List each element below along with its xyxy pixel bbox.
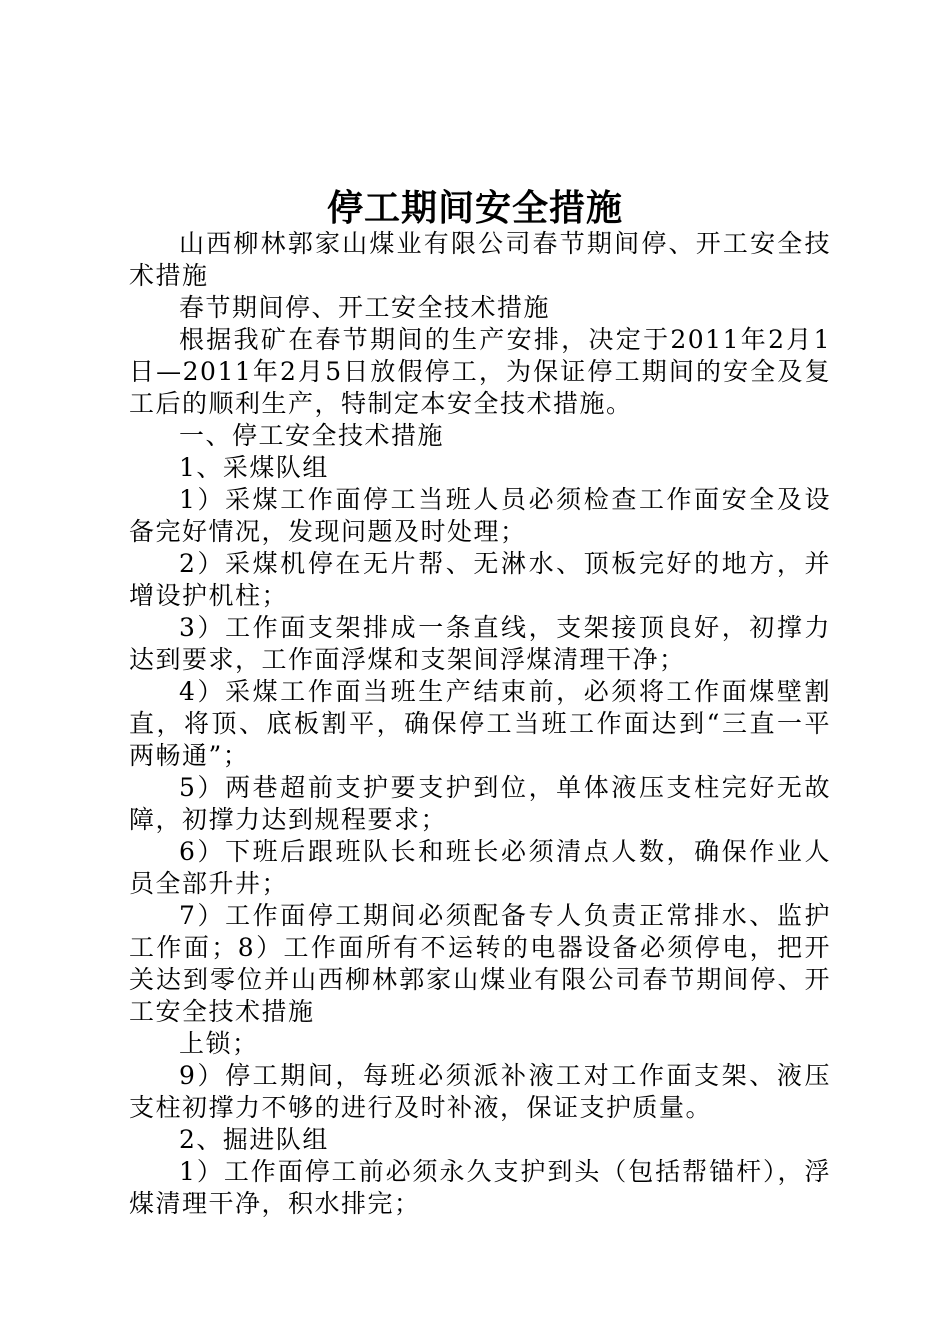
list-item: 7）工作面停工期间必须配备专人负责正常排水、监护工作面；8）工作面所有不运转的电器设备必须停电，把开关达到零位并山西柳林郭家山煤业有限公司春节期间停、开工安全技术措施 <box>129 901 831 1026</box>
list-item: 2）采煤机停在无片帮、无淋水、顶板完好的地方，并增设护机柱； <box>129 549 831 610</box>
list-item: 9）停工期间，每班必须派补液工对工作面支架、液压支柱初撑力不够的进行及时补液，保证支护质量。 <box>129 1061 831 1122</box>
subsection-heading-mining-team: 1、采煤队组 <box>179 453 329 482</box>
section-heading-shutdown-measures: 一、停工安全技术措施 <box>179 421 445 450</box>
list-item: 5）两巷超前支护要支护到位，单体液压支柱完好无故障，初撑力达到规程要求； <box>129 773 831 834</box>
list-item: 3）工作面支架排成一条直线，支架接顶良好，初撑力达到要求，工作面浮煤和支架间浮煤清理干净； <box>129 613 831 674</box>
list-item: 6）下班后跟班队长和班长必须清点人数，确保作业人员全部升井； <box>129 837 831 898</box>
paragraph-subtitle: 春节期间停、开工安全技术措施 <box>179 293 551 322</box>
list-item: 4）采煤工作面当班生产结束前，必须将工作面煤壁割直，将顶、底板割平，确保停工当班工作面达到“三直一平两畅通”； <box>129 677 831 770</box>
list-item-continuation: 上锁； <box>179 1029 259 1058</box>
subsection-heading-tunneling-team: 2、掘进队组 <box>179 1125 329 1154</box>
document-body <box>129 228 831 1220</box>
document-title: 停工期间安全措施 <box>326 187 623 229</box>
paragraph-company-heading: 山西柳林郭家山煤业有限公司春节期间停、开工安全技术措施 <box>129 229 831 290</box>
paragraph-intro: 根据我矿在春节期间的生产安排，决定于2011年2月1日—2011年2月5日放假停工，为保证停工期间的安全及复工后的顺利生产，特制定本安全技术措施。 <box>129 325 831 418</box>
list-item: 1）工作面停工前必须永久支护到头（包括帮锚杆），浮煤清理干净，积水排完； <box>129 1157 831 1218</box>
list-item: 1）采煤工作面停工当班人员必须检查工作面安全及设备完好情况，发现问题及时处理； <box>129 485 831 546</box>
